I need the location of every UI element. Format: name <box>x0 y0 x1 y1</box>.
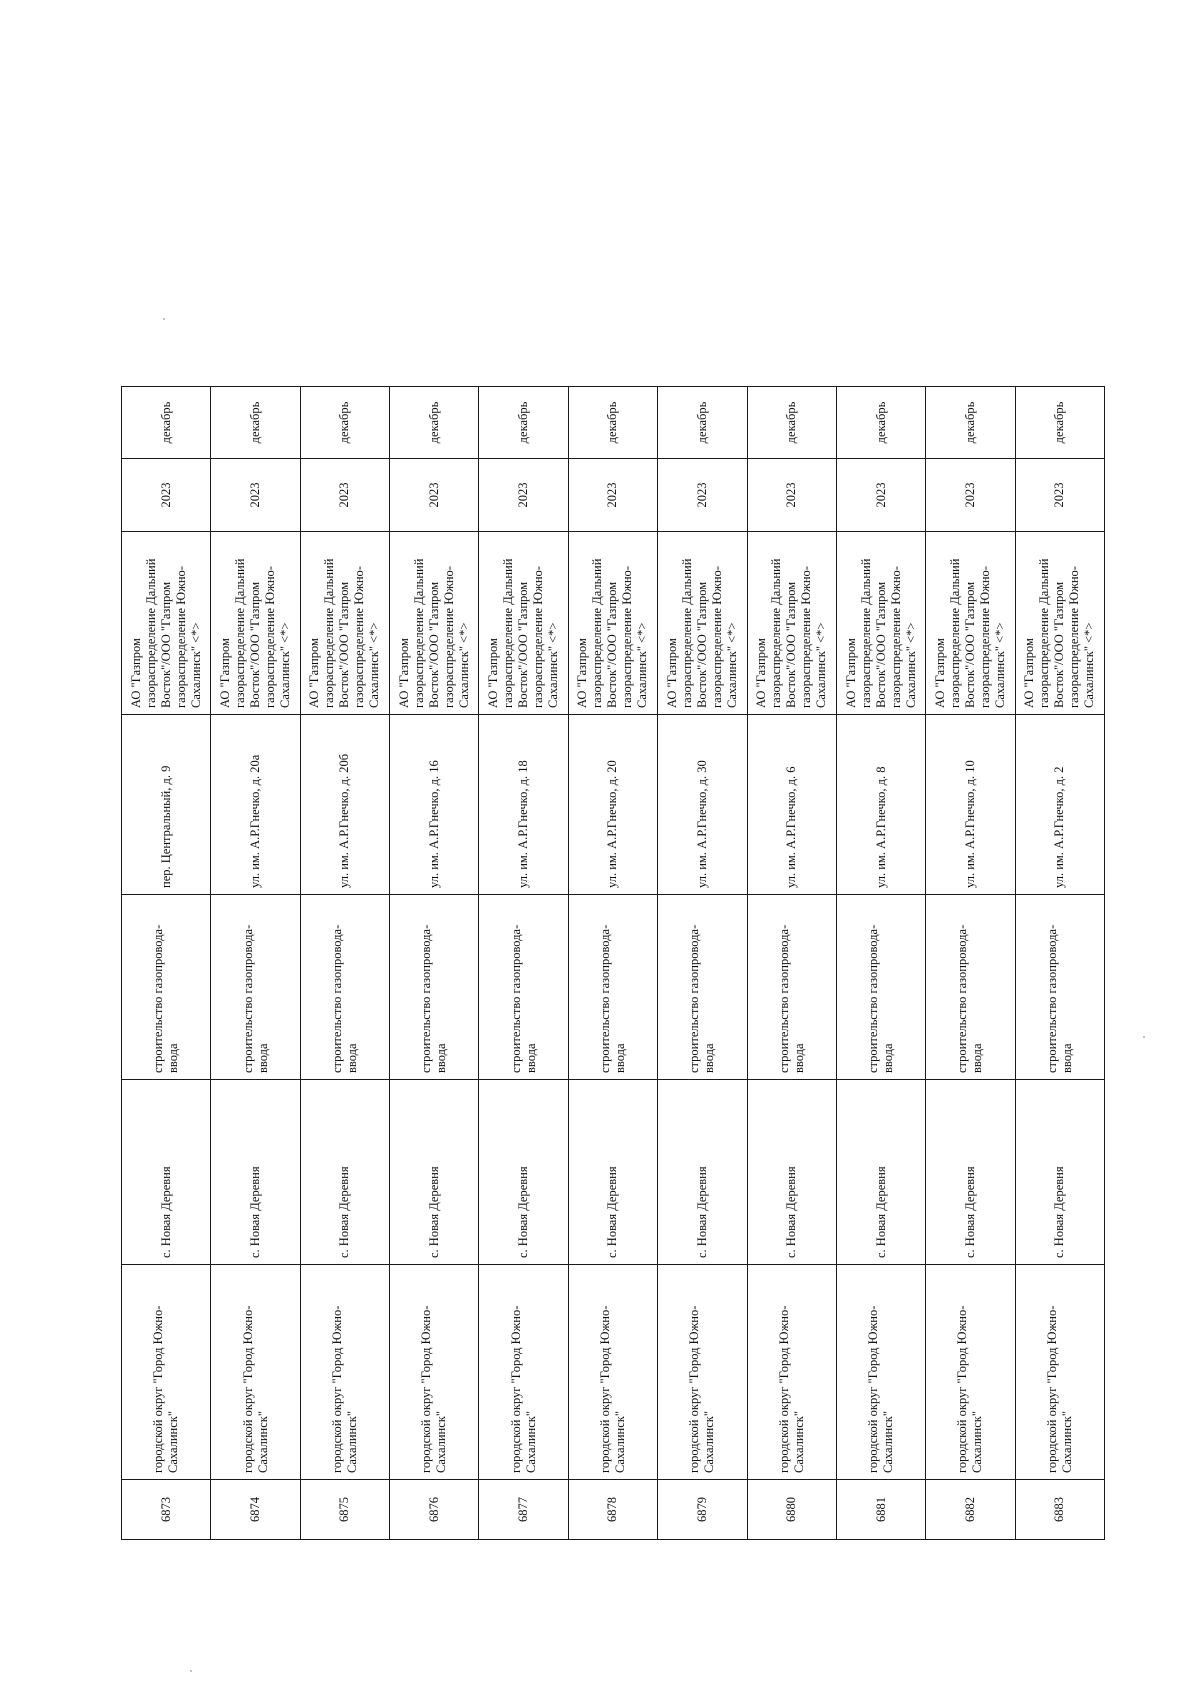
rotated-table-container <box>121 387 1105 1540</box>
locality-cell: с. Новая Деревня <box>211 1080 300 1265</box>
table-row <box>568 387 657 1540</box>
district-cell: городской округ "Город Южно-Сахалинск" <box>300 1265 389 1480</box>
locality-cell: с. Новая Деревня <box>122 1080 211 1265</box>
organization-cell: АО "Газпром газораспределение Дальний Восток"/ООО "Газпром газораспределение Южно-Сахалинск" <*> <box>926 532 1015 715</box>
month-cell: декабрь <box>836 387 925 459</box>
year-cell: 2023 <box>1015 459 1104 532</box>
work-type-cell: строительство газопровода-ввода <box>926 895 1015 1080</box>
month-cell: декабрь <box>1015 387 1104 459</box>
year-cell: 2023 <box>122 459 211 532</box>
year-cell: 2023 <box>836 459 925 532</box>
year-cell: 2023 <box>926 459 1015 532</box>
row-number-cell: 6881 <box>836 1480 925 1540</box>
district-cell: городской округ "Город Южно-Сахалинск" <box>211 1265 300 1480</box>
locality-cell: с. Новая Деревня <box>300 1080 389 1265</box>
locality-cell: с. Новая Деревня <box>747 1080 836 1265</box>
district-cell: городской округ "Город Южно-Сахалинск" <box>747 1265 836 1480</box>
address-cell: ул. им. А.Р.Гнечко, д. 8 <box>836 715 925 895</box>
work-type-cell: строительство газопровода-ввода <box>390 895 479 1080</box>
locality-cell: с. Новая Деревня <box>1015 1080 1104 1265</box>
table-row <box>836 387 925 1540</box>
organization-cell: АО "Газпром газораспределение Дальний Восток"/ООО "Газпром газораспределение Южно-Сахалинск" <*> <box>479 532 568 715</box>
district-cell: городской округ "Город Южно-Сахалинск" <box>479 1265 568 1480</box>
locality-cell: с. Новая Деревня <box>926 1080 1015 1265</box>
month-cell: декабрь <box>300 387 389 459</box>
table-row <box>747 387 836 1540</box>
address-cell: ул. им. А.Р.Гнечко, д. 20 <box>568 715 657 895</box>
year-cell: 2023 <box>390 459 479 532</box>
table-row <box>122 387 211 1540</box>
work-type-cell: строительство газопровода-ввода <box>836 895 925 1080</box>
work-type-cell: строительство газопровода-ввода <box>658 895 747 1080</box>
district-cell: городской округ "Город Южно-Сахалинск" <box>926 1265 1015 1480</box>
organization-cell: АО "Газпром газораспределение Дальний Восток"/ООО "Газпром газораспределение Южно-Сахалинск" <*> <box>390 532 479 715</box>
table-row <box>1015 387 1104 1540</box>
organization-cell: АО "Газпром газораспределение Дальний Восток"/ООО "Газпром газораспределение Южно-Сахалинск" <*> <box>122 532 211 715</box>
month-cell: декабрь <box>122 387 211 459</box>
locality-cell: с. Новая Деревня <box>479 1080 568 1265</box>
address-cell: ул. им. А.Р.Гнечко, д. 18 <box>479 715 568 895</box>
organization-cell: АО "Газпром газораспределение Дальний Восток"/ООО "Газпром газораспределение Южно-Сахалинск" <*> <box>1015 532 1104 715</box>
work-type-cell: строительство газопровода-ввода <box>122 895 211 1080</box>
row-number-cell: 6879 <box>658 1480 747 1540</box>
organization-cell: АО "Газпром газораспределение Дальний Восток"/ООО "Газпром газораспределение Южно-Сахалинск" <*> <box>211 532 300 715</box>
work-type-cell: строительство газопровода-ввода <box>747 895 836 1080</box>
table-row <box>300 387 389 1540</box>
table-row <box>479 387 568 1540</box>
month-cell: декабрь <box>390 387 479 459</box>
year-cell: 2023 <box>211 459 300 532</box>
table-row <box>658 387 747 1540</box>
scan-speck <box>190 1670 192 1672</box>
district-cell: городской округ "Город Южно-Сахалинск" <box>836 1265 925 1480</box>
year-cell: 2023 <box>300 459 389 532</box>
organization-cell: АО "Газпром газораспределение Дальний Восток"/ООО "Газпром газораспределение Южно-Сахалинск" <*> <box>836 532 925 715</box>
data-table <box>121 386 1105 1540</box>
organization-cell: АО "Газпром газораспределение Дальний Восток"/ООО "Газпром газораспределение Южно-Сахалинск" <*> <box>300 532 389 715</box>
row-number-cell: 6882 <box>926 1480 1015 1540</box>
row-number-cell: 6877 <box>479 1480 568 1540</box>
work-type-cell: строительство газопровода-ввода <box>300 895 389 1080</box>
table-row <box>390 387 479 1540</box>
month-cell: декабрь <box>479 387 568 459</box>
organization-cell: АО "Газпром газораспределение Дальний Восток"/ООО "Газпром газораспределение Южно-Сахалинск" <*> <box>568 532 657 715</box>
year-cell: 2023 <box>658 459 747 532</box>
organization-cell: АО "Газпром газораспределение Дальний Восток"/ООО "Газпром газораспределение Южно-Сахалинск" <*> <box>747 532 836 715</box>
district-cell: городской округ "Город Южно-Сахалинск" <box>1015 1265 1104 1480</box>
year-cell: 2023 <box>479 459 568 532</box>
row-number-cell: 6883 <box>1015 1480 1104 1540</box>
work-type-cell: строительство газопровода-ввода <box>211 895 300 1080</box>
row-number-cell: 6874 <box>211 1480 300 1540</box>
work-type-cell: строительство газопровода-ввода <box>1015 895 1104 1080</box>
address-cell: ул. им. А.Р.Гнечко, д. 10 <box>926 715 1015 895</box>
address-cell: ул. им. А.Р.Гнечко, д. 20б <box>300 715 389 895</box>
scan-speck <box>1143 1036 1145 1038</box>
address-cell: ул. им. А.Р.Гнечко, д. 16 <box>390 715 479 895</box>
month-cell: декабрь <box>568 387 657 459</box>
district-cell: городской округ "Город Южно-Сахалинск" <box>658 1265 747 1480</box>
row-number-cell: 6878 <box>568 1480 657 1540</box>
address-cell: ул. им. А.Р.Гнечко, д. 6 <box>747 715 836 895</box>
address-cell: ул. им. А.Р.Гнечко, д. 30 <box>658 715 747 895</box>
locality-cell: с. Новая Деревня <box>390 1080 479 1265</box>
year-cell: 2023 <box>747 459 836 532</box>
row-number-cell: 6880 <box>747 1480 836 1540</box>
row-number-cell: 6873 <box>122 1480 211 1540</box>
row-number-cell: 6875 <box>300 1480 389 1540</box>
work-type-cell: строительство газопровода-ввода <box>479 895 568 1080</box>
district-cell: городской округ "Город Южно-Сахалинск" <box>568 1265 657 1480</box>
address-cell: ул. им. А.Р.Гнечко, д. 2 <box>1015 715 1104 895</box>
locality-cell: с. Новая Деревня <box>836 1080 925 1265</box>
year-cell: 2023 <box>568 459 657 532</box>
month-cell: декабрь <box>658 387 747 459</box>
table-row <box>211 387 300 1540</box>
address-cell: ул. им. А.Р.Гнечко, д. 20а <box>211 715 300 895</box>
work-type-cell: строительство газопровода-ввода <box>568 895 657 1080</box>
locality-cell: с. Новая Деревня <box>568 1080 657 1265</box>
month-cell: декабрь <box>926 387 1015 459</box>
address-cell: пер. Центральный, д. 9 <box>122 715 211 895</box>
district-cell: городской округ "Город Южно-Сахалинск" <box>390 1265 479 1480</box>
organization-cell: АО "Газпром газораспределение Дальний Восток"/ООО "Газпром газораспределение Южно-Сахалинск" <*> <box>658 532 747 715</box>
month-cell: декабрь <box>211 387 300 459</box>
month-cell: декабрь <box>747 387 836 459</box>
district-cell: городской округ "Город Южно-Сахалинск" <box>122 1265 211 1480</box>
row-number-cell: 6876 <box>390 1480 479 1540</box>
table-row <box>926 387 1015 1540</box>
locality-cell: с. Новая Деревня <box>658 1080 747 1265</box>
scan-speck <box>163 318 165 320</box>
table-body <box>122 387 1105 1540</box>
